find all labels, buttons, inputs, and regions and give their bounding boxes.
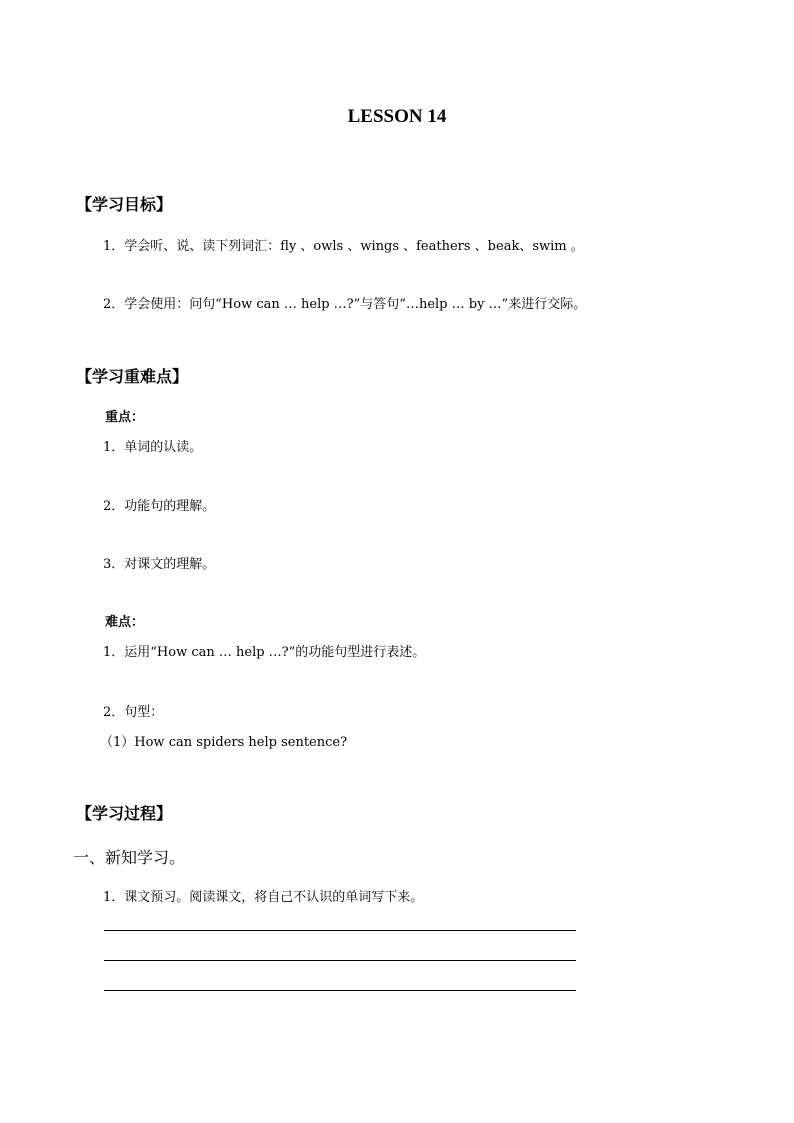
- difficulty-label: 难点：: [105, 615, 145, 630]
- goal-item-2: 2．学会使用：问句“How can … help …?”与答句“…help … by …”来进行交际。: [103, 297, 587, 312]
- focus-item-2: 2．功能句的理解。: [103, 499, 216, 514]
- section-heading-process: 【学习过程】: [76, 804, 173, 823]
- section-heading-goals: 【学习目标】: [76, 195, 173, 214]
- part-one-heading: 一、新知学习。: [73, 848, 186, 867]
- goal-item-1: 1．学会听、说、读下列词汇：fly 、owls 、wings 、feathers 、beak、swim 。: [103, 239, 584, 254]
- difficulty-item-1: 1．运用“How can … help …?”的功能句型进行表述。: [103, 645, 426, 660]
- answer-line-2[interactable]: [104, 960, 576, 961]
- answer-line-3[interactable]: [104, 990, 576, 991]
- focus-item-3: 3．对课文的理解。: [103, 557, 216, 572]
- section-heading-key-points: 【学习重难点】: [76, 367, 189, 386]
- lesson-title: LESSON 14: [347, 106, 447, 127]
- difficulty-item-2: 2．句型：: [103, 705, 164, 720]
- task-one: 1．课文预习。阅读课文，将自己不认识的单词写下来。: [103, 890, 424, 905]
- difficulty-sub-item-1: （1）How can spiders help sentence?: [100, 735, 348, 750]
- answer-line-1[interactable]: [104, 930, 576, 931]
- focus-label: 重点：: [105, 410, 145, 425]
- focus-item-1: 1．单词的认读。: [103, 440, 203, 455]
